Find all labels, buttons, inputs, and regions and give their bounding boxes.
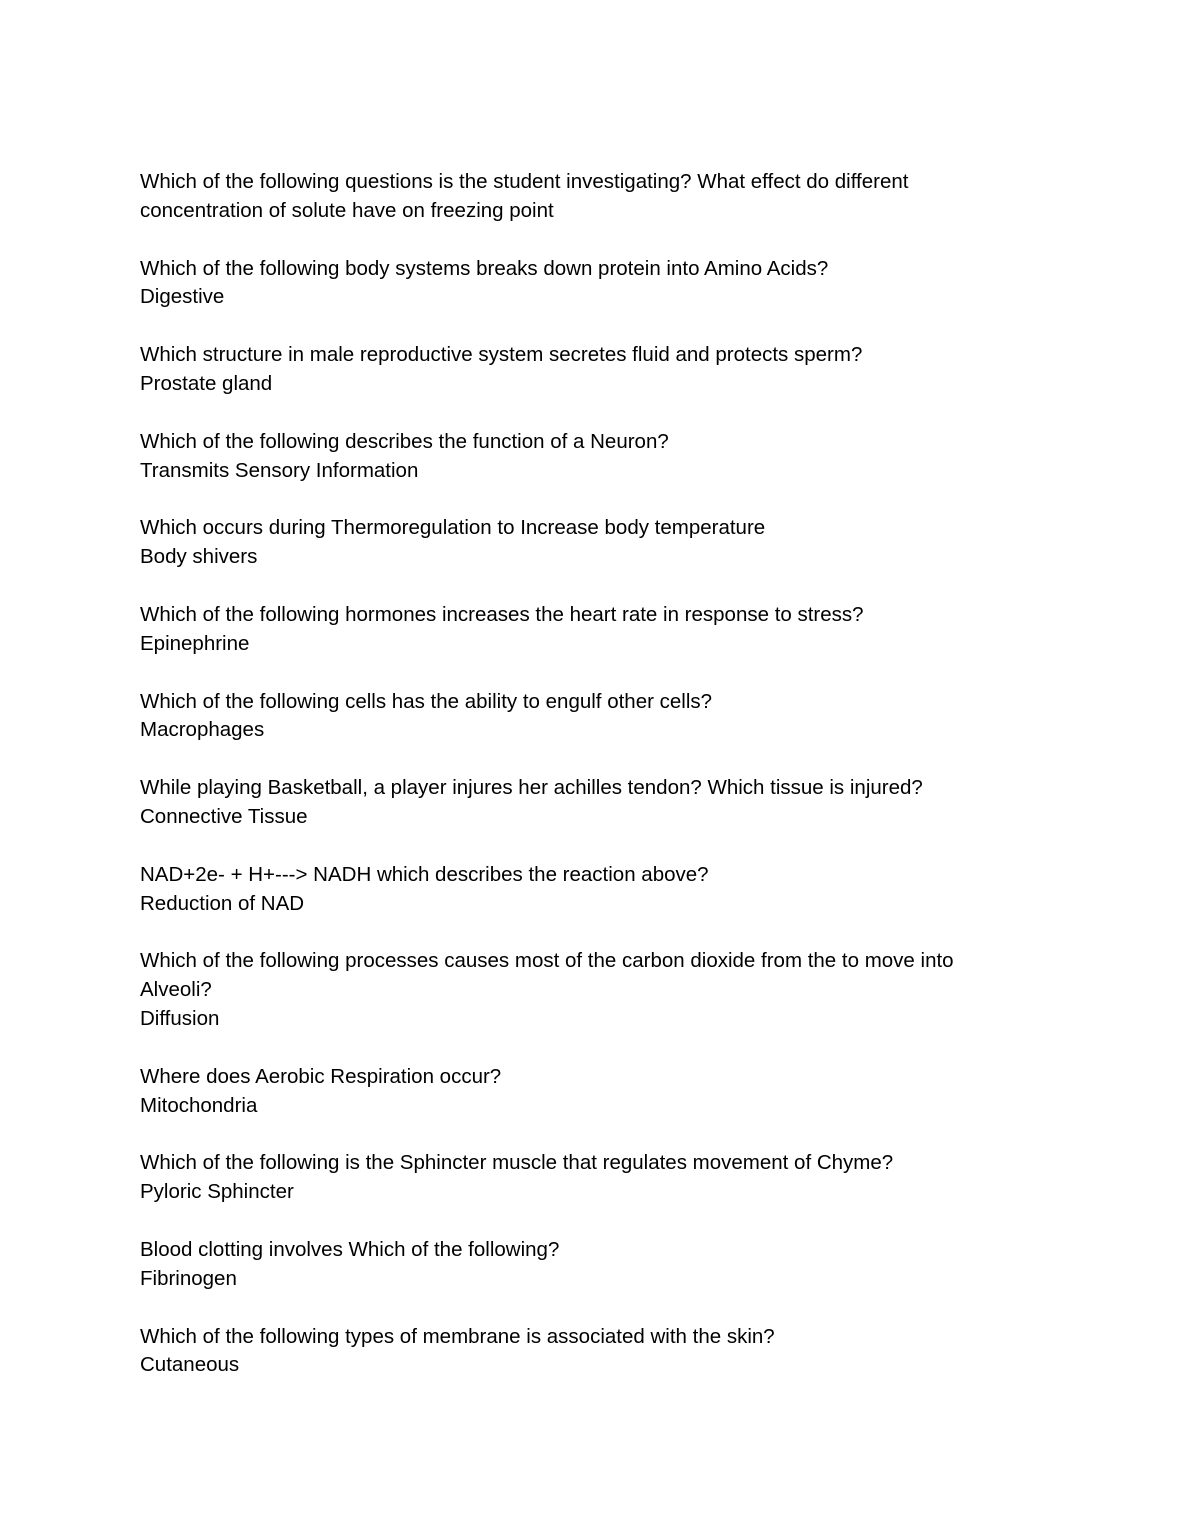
qa-item-4 <box>140 428 1020 486</box>
question-text: Which of the following describes the function of a Neuron? <box>140 429 669 453</box>
answer-text: Mitochondria <box>140 1093 258 1117</box>
question-text: Which structure in male reproductive system secretes fluid and protects sperm? <box>140 343 863 367</box>
answer-text: Reduction of NAD <box>140 891 305 915</box>
question-text: NAD+2e- + H+---> NADH which describes the reaction above? <box>140 862 709 886</box>
answer-text: Fibrinogen <box>140 1266 237 1290</box>
answer-text: Macrophages <box>140 718 265 742</box>
answer-text: Body shivers <box>140 545 258 569</box>
question-text: Which of the following types of membrane is associated with the skin? <box>140 1324 775 1348</box>
answer-text: Connective Tissue <box>140 804 308 828</box>
qa-item-10 <box>140 947 1020 1033</box>
qa-item-7 <box>140 688 1020 746</box>
qa-item-12 <box>140 1149 1020 1207</box>
answer-text: Diffusion <box>140 1006 220 1030</box>
qa-item-11 <box>140 1063 1020 1121</box>
answer-text: Prostate gland <box>140 371 273 395</box>
question-text: Which of the following body systems breaks down protein into Amino Acids? <box>140 256 829 280</box>
answer-text: Transmits Sensory Information <box>140 458 419 482</box>
qa-item-5 <box>140 514 1020 572</box>
qa-item-9 <box>140 861 1020 919</box>
answer-text: Epinephrine <box>140 631 250 655</box>
question-text: Which of the following cells has the ability to engulf other cells? <box>140 689 713 713</box>
question-text: Which of the following processes causes most of the carbon dioxide from the to move into Alveoli? <box>140 949 954 1002</box>
answer-text: Digestive <box>140 285 225 309</box>
question-text: While playing Basketball, a player injures her achilles tendon? Which tissue is injured? <box>140 776 923 800</box>
question-text: Where does Aerobic Respiration occur? <box>140 1064 502 1088</box>
qa-item-1 <box>140 168 1020 226</box>
qa-item-13 <box>140 1236 1020 1294</box>
question-text: Which of the following hormones increases the heart rate in response to stress? <box>140 602 864 626</box>
question-text: Which of the following questions is the student investigating? What effect do different concentration of solute have on freezing point <box>140 170 909 222</box>
answer-text: Cutaneous <box>140 1353 240 1377</box>
qa-item-6 <box>140 601 1020 659</box>
qa-item-2 <box>140 255 1020 313</box>
question-text: Blood clotting involves Which of the following? <box>140 1237 560 1261</box>
question-text: Which occurs during Thermoregulation to Increase body temperature <box>140 516 766 540</box>
document-page <box>140 168 1020 1409</box>
qa-item-3 <box>140 341 1020 399</box>
qa-item-8 <box>140 774 1020 832</box>
question-text: Which of the following is the Sphincter muscle that regulates movement of Chyme? <box>140 1151 894 1175</box>
answer-text: Pyloric Sphincter <box>140 1180 294 1204</box>
qa-item-14 <box>140 1323 1020 1381</box>
